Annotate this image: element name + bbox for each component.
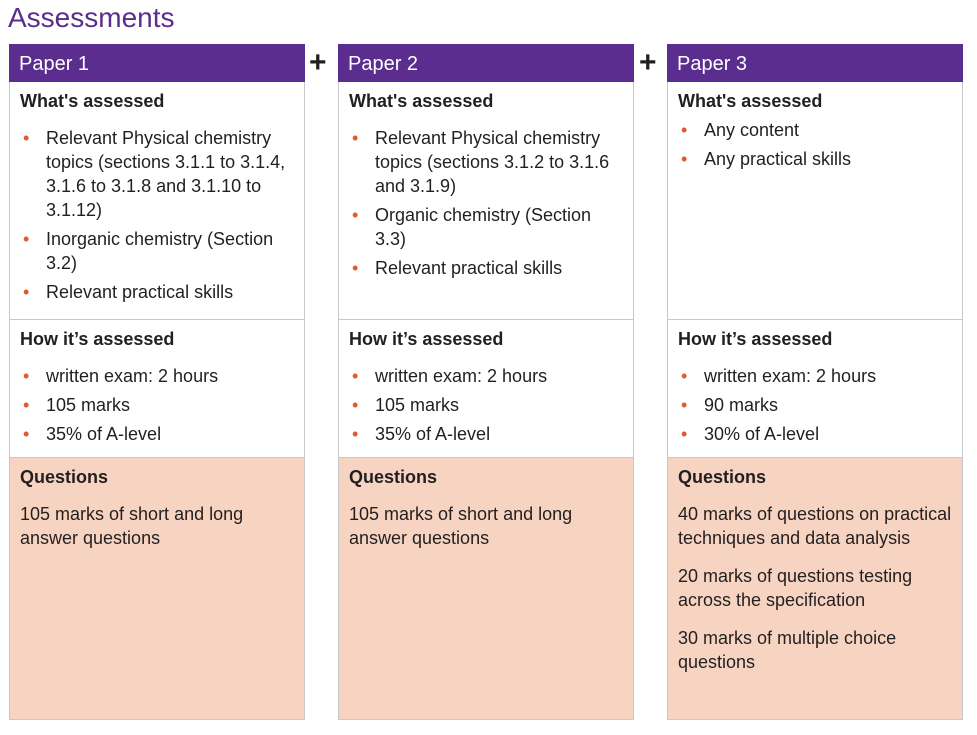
bullet-icon: • [352,395,359,415]
list-item: • Any practical skills [681,149,852,169]
list-item: • Relevant practical skills [23,282,234,302]
how-assessed-section [667,320,963,458]
section-heading: How it’s assessed [20,329,175,349]
section-heading: How it’s assessed [349,329,504,349]
list-item: • Relevant Physical chemistry topics (sections 3.1.1 to 3.1.4, 3.1.6 to 3.1.8 and 3.1.10 to 3.1.12) [23,128,286,220]
bullet-list [20,364,294,446]
bullet-icon: • [23,395,30,415]
questions-section [338,458,634,720]
paper-header: Paper 1 [9,44,305,82]
section-heading: Questions [678,467,767,487]
questions-section [9,458,305,720]
question-text: 105 marks of short and long answer questions [20,504,244,548]
list-item: • 105 marks [352,395,460,415]
bullet-icon: • [23,366,30,386]
list-item: • Inorganic chemistry (Section 3.2) [23,229,274,273]
section-heading: Questions [20,467,109,487]
list-item: • Relevant practical skills [352,258,563,278]
paper-3-column [667,44,963,720]
bullet-icon: • [352,128,359,148]
bullet-icon: • [681,424,688,444]
list-item: • 35% of A-level [23,424,162,444]
bullet-icon: • [352,258,359,278]
paper-1-column [9,44,305,720]
bullet-icon: • [681,120,688,140]
how-assessed-section [9,320,305,458]
bullet-icon: • [352,424,359,444]
bullet-icon: • [352,205,359,225]
section-heading: Questions [349,467,438,487]
question-text: 20 marks of questions testing across the specification [678,566,913,610]
list-item: • 35% of A-level [352,424,491,444]
paper-header: Paper 3 [667,44,963,82]
bullet-list [678,118,952,171]
section-heading: How it’s assessed [678,329,833,349]
bullet-icon: • [681,395,688,415]
section-heading: What's assessed [20,91,165,111]
paper-header: Paper 2 [338,44,634,82]
question-text: 40 marks of questions on practical techniques and data analysis [678,504,952,548]
bullet-icon: • [23,282,30,302]
list-item: • written exam: 2 hours [352,366,548,386]
bullet-list [20,126,294,304]
plus-icon: + [639,46,657,79]
bullet-list [349,126,623,280]
bullet-icon: • [681,366,688,386]
whats-assessed-section [9,82,305,320]
list-item: • 30% of A-level [681,424,820,444]
bullet-icon: • [23,229,30,249]
how-assessed-section [338,320,634,458]
plus-icon: + [309,46,327,79]
bullet-list [349,364,623,446]
bullet-icon: • [681,149,688,169]
bullet-icon: • [23,424,30,444]
section-heading: What's assessed [678,91,823,111]
whats-assessed-section [338,82,634,320]
list-item: • 105 marks [23,395,131,415]
list-item: • written exam: 2 hours [681,366,877,386]
questions-section [667,458,963,720]
list-item: • 90 marks [681,395,779,415]
bullet-icon: • [352,366,359,386]
list-item: • Relevant Physical chemistry topics (sections 3.1.2 to 3.1.6 and 3.1.9) [352,128,610,196]
paper-2-column [338,44,634,720]
bullet-list [678,364,952,446]
list-item: • written exam: 2 hours [23,366,219,386]
bullet-icon: • [23,128,30,148]
list-item: • Any content [681,120,800,140]
page-title: Assessments [8,2,175,33]
question-text: 105 marks of short and long answer questions [349,504,573,548]
section-heading: What's assessed [349,91,494,111]
whats-assessed-section [667,82,963,320]
list-item: • Organic chemistry (Section 3.3) [352,205,592,249]
question-text: 30 marks of multiple choice questions [678,628,897,672]
